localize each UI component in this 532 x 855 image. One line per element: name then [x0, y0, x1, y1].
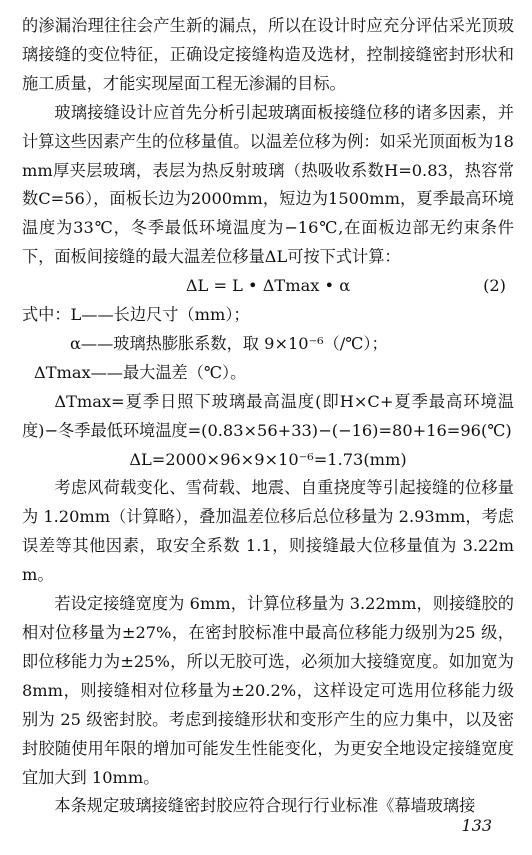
- formula-row: [22, 272, 514, 301]
- definition-alpha: α——玻璃热膨胀系数，取 9×10⁻⁶（/℃）；: [70, 333, 388, 353]
- definition-delta-t: ΔTmax——最大温差（℃）。: [34, 362, 247, 382]
- paragraph-5: 本条规定玻璃接缝密封胶应符合现行行业标准《幕墙玻璃接: [54, 796, 476, 816]
- calculation-line: ΔL=2000×96×9×10⁻⁶=1.73(mm): [129, 449, 407, 469]
- formula: ΔL = L • ΔTmax • α: [185, 276, 351, 296]
- document-body: [22, 12, 514, 821]
- formula-number: (2): [483, 276, 506, 296]
- page-number: 133: [461, 816, 492, 835]
- paragraph-1: 的渗漏治理往往会产生新的漏点，所以在设计时应充分评估采光顶玻璃接缝的变位特征，正确设定接缝构造及选材，控制接缝密封形状和施工质量，才能实现屋面工程无渗漏的目标。: [22, 16, 514, 93]
- definition-length: 式中：L——长边尺寸（mm）；: [22, 305, 250, 325]
- paragraph-3: 考虑风荷载变化、雪荷载、地震、自重挠度等引起接缝的位移量为 1.20mm（计算略），叠加温差位移后总位移量为 2.93mm，考虑误差等其他因素，取安全系数 1.1，则接缝最大位移量值为 3.22mm。: [22, 478, 514, 585]
- paragraph-2: 玻璃接缝设计应首先分析引起玻璃面板接缝位移的诸多因素，并计算这些因素产生的位移量值。以温差位移为例：如采光顶面板为18mm厚夹层玻璃，表层为热反射玻璃（热吸收系数H=0.83，热容常数C=56），面板长边为2000mm，短边为1500mm，夏季最高环境温度为33℃，冬季最低环境温度为−16℃,在面板边部无约束条件下，面板间接缝的最大温差位移量ΔL可按下式计算：: [22, 102, 514, 267]
- delta-t-explanation: ΔTmax=夏季日照下玻璃最高温度(即H×C+夏季最高环境温度)−冬季最低环境温度=(0.83×56+33)−(−16)=80+16=96(℃): [22, 391, 514, 440]
- paragraph-4: 若设定接缝宽度为 6mm，计算位移量为 3.22mm，则接缝胶的相对位移量为±27%，在密封胶标准中最高位移能力级别为25 级，即位移能力为±25%，所以无胶可选，必须加大接缝宽度。如加宽为 8mm，则接缝相对位移量为±20.2%，这样设定可选用位移能力级别为 25 级密封胶。考虑到接缝形状和变形产生的应力集中，以及密封胶随使用年限的增加可能发生性能变化，为更安全地设定接缝宽度宜加大到 10mm。: [22, 594, 514, 787]
